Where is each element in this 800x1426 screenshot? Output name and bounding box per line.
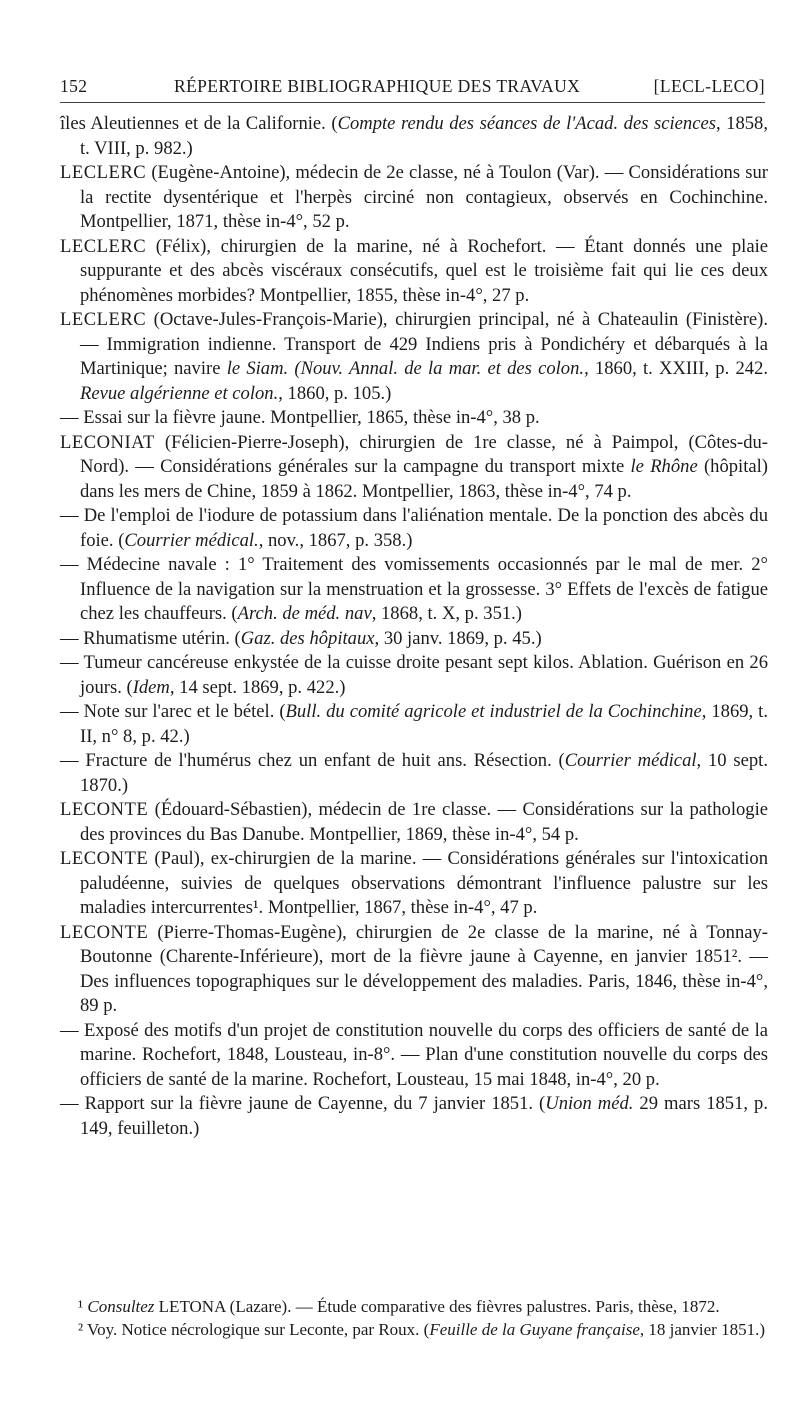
- header-rule: [60, 102, 765, 103]
- entry: — Essai sur la fièvre jaune. Montpellier, 1865, thèse in-4°, 38 p.: [60, 407, 540, 428]
- entry: LECONTE (Pierre-Thomas-Eugène), chirurgien de 2e classe de la marine, né à Tonnay-Boutonne (Charente-Inférieure), mort de la fièvre jaune à Cayenne, en janvier 1851². — Des influences topographiques sur le développement des maladies. Paris, 1846, thèse in-4°, 89 p.: [60, 921, 768, 1016]
- entry: — Exposé des motifs d'un projet de constitution nouvelle du corps des officiers de santé de la marine. Rochefort, 1848, Lousteau, in-8°. — Plan d'une constitution nouvelle du corps des officiers de santé de la marine. Rochefort, Lousteau, 15 mai 1848, in-4°, 20 p.: [60, 1019, 768, 1090]
- author-name: LECLERC: [60, 162, 147, 183]
- entry: îles Aleutiennes et de la Californie. (Compte rendu des séances de l'Acad. des sciences, 1858, t. VIII, p. 982.): [60, 113, 768, 159]
- author-name: LECONTE: [60, 921, 149, 943]
- entry: LECONTE (Édouard-Sébastien), médecin de 1re classe. — Considérations sur la pathologie des provinces du Bas Danube. Montpellier, 1869, thèse in-4°, 54 p.: [60, 799, 768, 845]
- entry: — De l'emploi de l'iodure de potassium dans l'aliénation mentale. De la ponction des abcès du foie. (Courrier médical., nov., 1867, p. 358.): [60, 505, 768, 551]
- running-title: RÉPERTOIRE BIBLIOGRAPHIQUE DES TRAVAUX: [174, 76, 581, 96]
- entries-body: [60, 112, 768, 1141]
- entry: — Fracture de l'humérus chez un enfant de huit ans. Résection. (Courrier médical, 10 sept. 1870.): [60, 750, 768, 796]
- entry: LECLERC (Octave-Jules-François-Marie), chirurgien principal, né à Chateaulin (Finistère). — Immigration indienne. Transport de 429 Indiens pris à Pondichéry et débarqués à la Martinique; navire le Siam. (Nouv. Annal. de la mar. et des colon., 1860, t. XXIII, p. 242. Revue algérienne et colon., 1860, p. 105.): [60, 309, 769, 404]
- entry-range: [LECL-LECO]: [653, 76, 765, 96]
- footnotes: [60, 1296, 768, 1342]
- entry: LECLERC (Félix), chirurgien de la marine, né à Rochefort. — Étant donnés une plaie suppurante et des abcès viscéraux consécutifs, quel est le troisième fait qui lie ces deux phénomènes morbides? Montpellier, 1855, thèse in-4°, 27 p.: [60, 235, 768, 306]
- entry: LECLERC (Eugène-Antoine), médecin de 2e classe, né à Toulon (Var). — Considérations sur la rectite dysentérique et l'herpès circiné non contagieux, observés en Cochinchine. Montpellier, 1871, thèse in-4°, 52 p.: [60, 162, 768, 232]
- author-name: LECLERC: [60, 235, 147, 257]
- entry: LECONTE (Paul), ex-chirurgien de la marine. — Considérations générales sur l'intoxication paludéenne, suivies de quelques observations démontrant l'influence palustre sur les maladies intercurrentes¹. Montpellier, 1867, thèse in-4°, 47 p.: [60, 848, 768, 918]
- author-name: LECONIAT: [60, 431, 155, 453]
- entry: — Rhumatisme utérin. (Gaz. des hôpitaux, 30 janv. 1869, p. 45.): [60, 627, 542, 649]
- author-name: LECONTE: [60, 848, 149, 869]
- running-header: [60, 76, 765, 102]
- entry: — Note sur l'arec et le bétel. (Bull. du comité agricole et industriel de la Cochinchine, 1869, t. II, n° 8, p. 42.): [60, 701, 768, 747]
- footnote: ² Voy. Notice nécrologique sur Leconte, par Roux. (Feuille de la Guyane française, 18 janvier 1851.): [78, 1320, 765, 1339]
- footnote: ¹ Consultez LETONA (Lazare). — Étude comparative des fièvres palustres. Paris, thèse, 1872.: [78, 1297, 720, 1316]
- author-name: LECONTE: [60, 799, 149, 820]
- entry: — Médecine navale : 1° Traitement des vomissements occasionnés par le mal de mer. 2° Influence de la navigation sur la menstruation et la grossesse. 3° Effets de l'excès de fatigue chez les chauffeurs. (Arch. de méd. nav, 1868, t. X, p. 351.): [60, 554, 768, 624]
- page-number: 152: [60, 76, 88, 96]
- entry: LECONIAT (Félicien-Pierre-Joseph), chirurgien de 1re classe, né à Paimpol, (Côtes-du-Nord). — Considérations générales sur la campagne du transport mixte le Rhône (hôpital) dans les mers de Chine, 1859 à 1862. Montpellier, 1863, thèse in-4°, 74 p.: [60, 431, 768, 502]
- entry: — Rapport sur la fièvre jaune de Cayenne, du 7 janvier 1851. (Union méd. 29 mars 1851, p. 149, feuilleton.): [60, 1093, 768, 1139]
- entry: — Tumeur cancéreuse enkystée de la cuisse droite pesant sept kilos. Ablation. Guérison en 26 jours. (Idem, 14 sept. 1869, p. 422.): [60, 652, 768, 698]
- author-name: LECLERC: [60, 309, 147, 330]
